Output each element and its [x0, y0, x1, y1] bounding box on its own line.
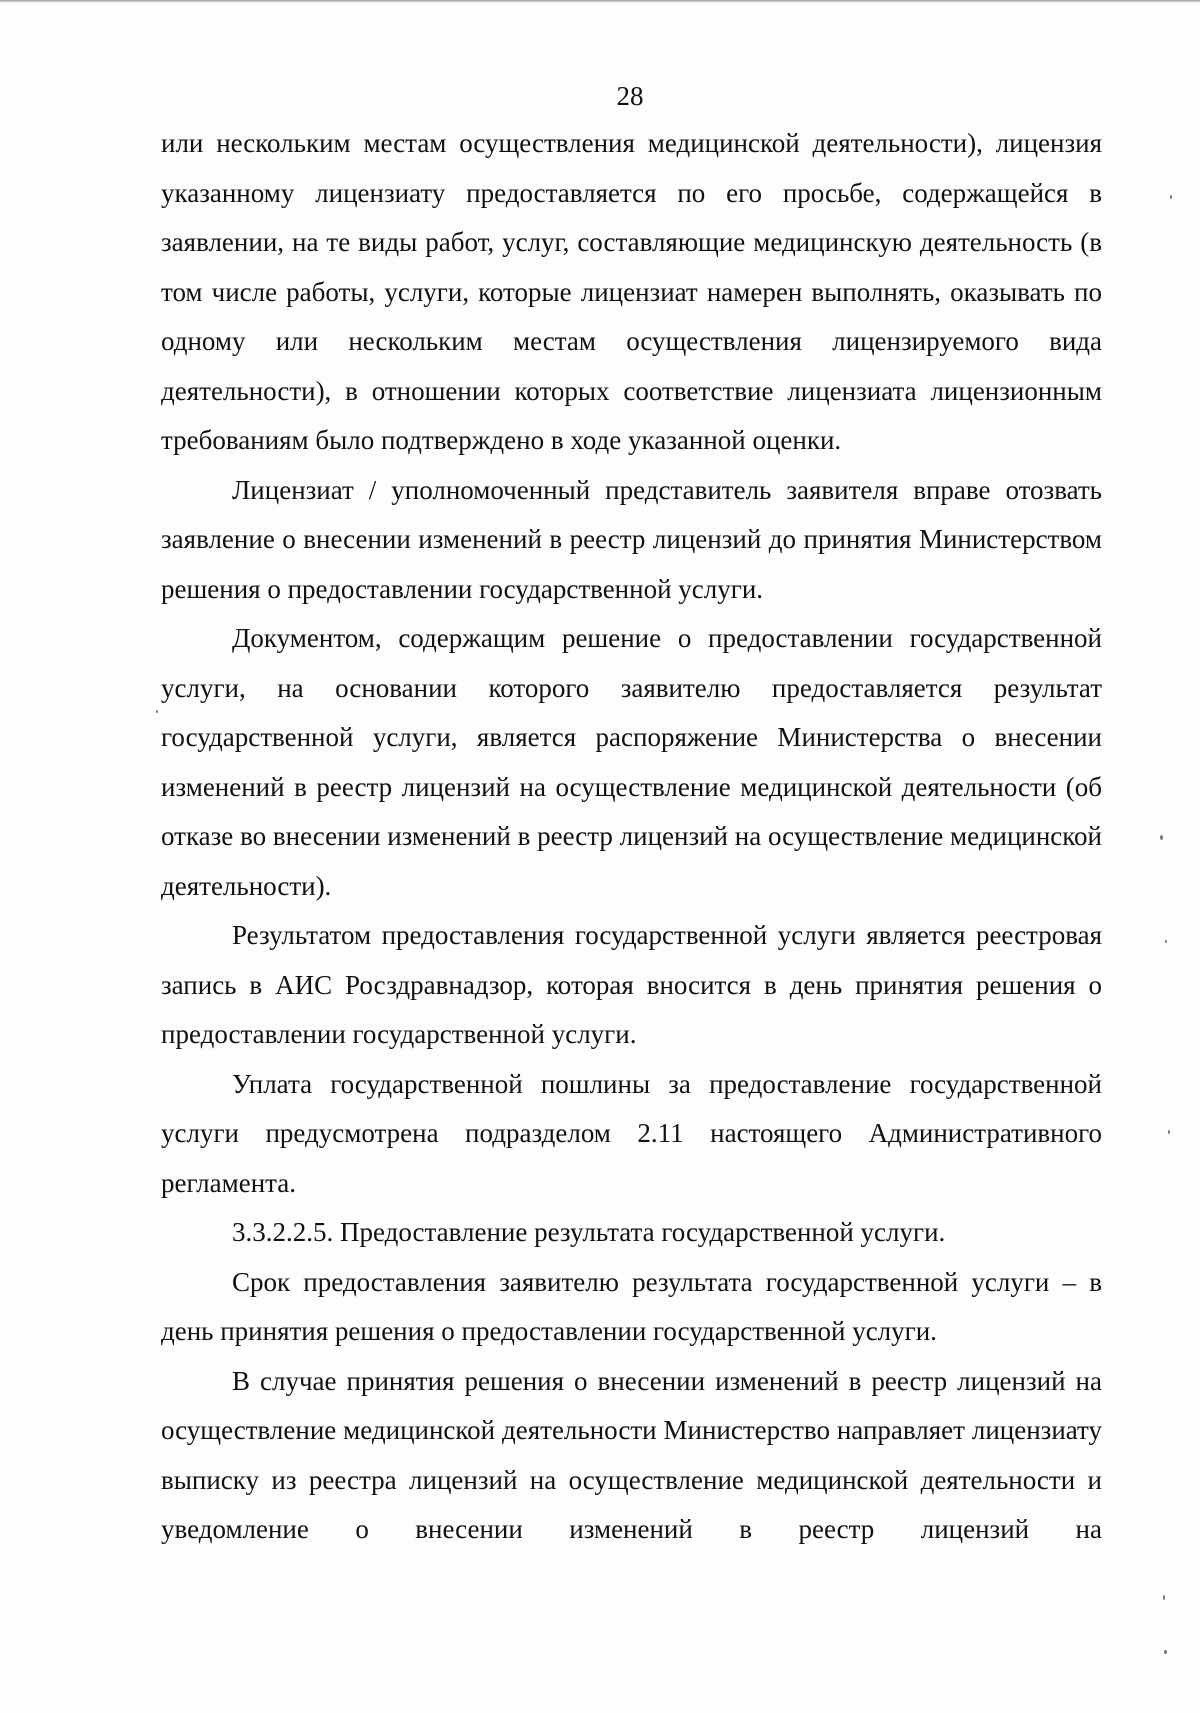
- paragraph-result-deadline: Срок предоставления заявителю результата государственной услуги – в день принятия решения о предоставлении государственной услуги.: [161, 1266, 1102, 1346]
- paragraph-service-result: Результатом предоставления государственной услуги является реестровая запись в АИС Росздравнадзор, которая вносится в день принятия решения о предоставлении государственной услуги.: [161, 920, 1102, 1049]
- scan-speck: [1165, 940, 1167, 943]
- scan-speck: [1168, 1130, 1170, 1134]
- scan-speck: [1170, 195, 1172, 199]
- scan-speck: [1164, 1650, 1167, 1654]
- paragraph-continuation: или нескольким местам осуществления медицинской деятельности), лицензия указанному лицензиату предоставляется по его просьбе, содержащейся в заявлении, на те виды работ, услуг, составляющие медицинскую деятельность (в том числе работы, услуги, которые лицензиат намерен выполнять, оказывать по одному или нескольким местам осуществления лицензируемого вида деятельности), в отношении которых соответствие лицензиата лицензионным требованиям было подтверждено в ходе указанной оценки.: [161, 128, 1102, 455]
- page-number: 28: [616, 81, 644, 111]
- scan-speck: [1163, 1595, 1165, 1600]
- body-text: [161, 119, 1102, 1555]
- paragraph-ministry-sends-extract: В случае принятия решения о внесении изменений в реестр лицензий на осуществление медицинской деятельности Министерство направляет лицензиату выписку из реестра лицензий на осуществление медицинской деятельности и уведомление о внесении изменений в реестр лицензий на: [161, 1365, 1102, 1544]
- paragraph-withdraw-application: Лицензиат / уполномоченный представитель заявителя вправе отозвать заявление о внесении изменений в реестр лицензий до принятия Министерством решения о предоставлении государственной услуги.: [161, 474, 1102, 604]
- scan-speck: [1160, 835, 1163, 840]
- scan-edge: [0, 0, 1200, 3]
- section-heading-3-3-2-2-5: 3.3.2.2.5. Предоставление результата государственной услуги.: [232, 1217, 946, 1247]
- scan-speck: [156, 710, 158, 713]
- paragraph-state-fee: Уплата государственной пошлины за предоставление государственной услуги предусмотрена подразделом 2.11 настоящего Административного регламента.: [161, 1068, 1102, 1198]
- paragraph-decision-document: Документом, содержащим решение о предоставлении государственной услуги, на основании которого заявителю предоставляется результат государственной услуги, является распоряжение Министерства о внесении изменений в реестр лицензий на осуществление медицинской деятельности (об отказе во внесении изменений в реестр лицензий на осуществление медицинской деятельности).: [161, 623, 1102, 901]
